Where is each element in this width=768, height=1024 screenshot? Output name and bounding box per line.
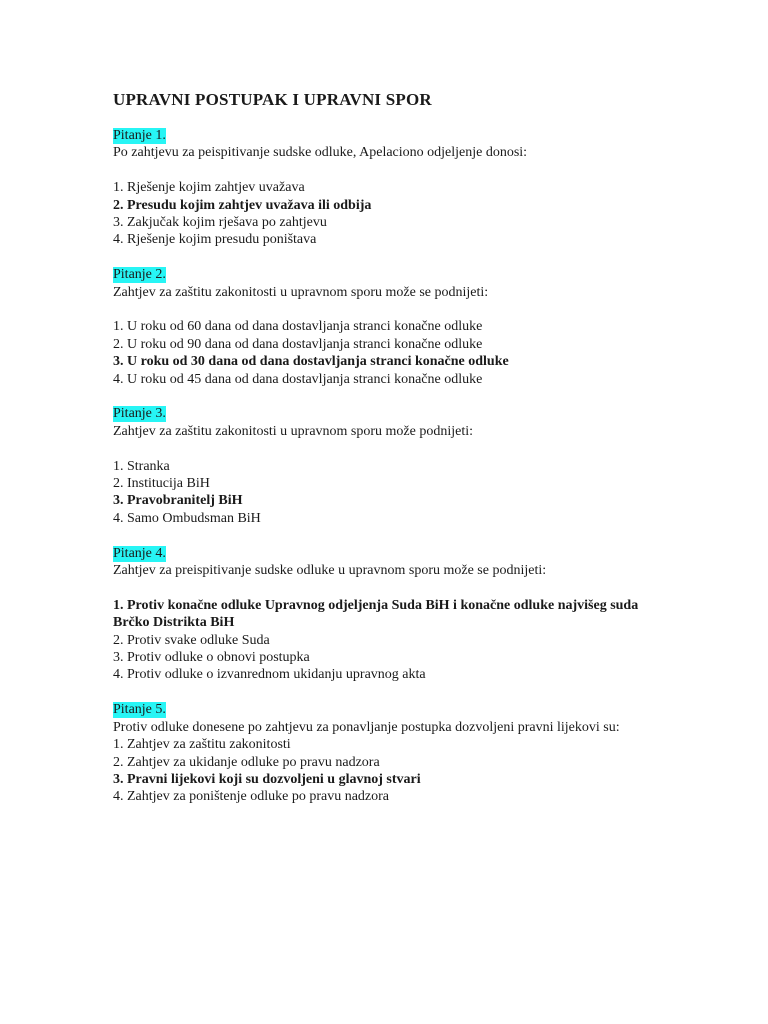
question-4 [113,545,658,684]
answer-option: 2. Zahtjev za ukidanje odluke po pravu nadzora [113,754,380,770]
question-5 [113,701,658,805]
answer-option: 2. Institucija BiH [113,476,210,492]
answer-option: 3. Zakjučak kojim rješava po zahtjevu [113,215,327,231]
question-label: Pitanje 1. [113,128,166,143]
question-label: Pitanje 4. [113,545,166,561]
answer-option: 3. Protiv odluke o obnovi postupka [113,650,310,666]
question-label: Pitanje 5. [113,702,166,718]
answer-option: 4. Rješenje kojim presudu poništava [113,232,317,248]
answer-option: 1. Rješenje kojim zahtjev uvažava [113,180,305,196]
answer-list [113,179,658,249]
answer-option: 4. Protiv odluke o izvanrednom ukidanju upravnog akta [113,667,426,683]
document-title: UPRAVNI POSTUPAK I UPRAVNI SPOR [113,90,432,109]
answer-list [113,597,658,684]
answer-option-correct: 3. Pravni lijekovi koji su dozvoljeni u glavnoj stvari [113,771,421,787]
question-label: Pitanje 2. [113,267,166,283]
answer-option: 4. U roku od 45 dana od dana dostavljanja stranci konačne odluke [113,371,483,387]
question-text: Zahtjev za zaštitu zakonitosti u upravnom sporu može se podnijeti: [113,284,489,300]
answer-option: 4. Samo Ombudsman BiH [113,510,261,526]
answer-option-correct: 3. U roku od 30 dana od dana dostavljanja stranci konačne odluke [113,354,509,370]
answer-option: 4. Zahtjev za poništenje odluke po pravu nadzora [113,789,390,805]
answer-list [113,458,658,528]
answer-option-correct: 3. Pravobranitelj BiH [113,493,243,509]
answer-option-correct: 1. Protiv konačne odluke Upravnog odjeljenja Suda BiH i konačne odluke najvišeg suda Brčko Distrikta BiH [113,597,639,631]
answer-option: 2. Protiv svake odluke Suda [113,632,270,648]
answer-list [113,318,658,388]
question-3 [113,405,658,527]
answer-list [113,736,658,806]
answer-option-correct: 2. Presudu kojim zahtjev uvažava ili odbija [113,197,372,213]
answer-option: 1. Stranka [113,458,170,474]
question-list [113,127,658,823]
question-text: Zahtjev za preispitivanje sudske odluke u upravnom sporu može se podnijeti: [113,563,547,579]
question-text: Po zahtjevu za peispitivanje sudske odluke, Apelaciono odjeljenje donosi: [113,145,528,161]
question-2 [113,266,658,388]
question-label: Pitanje 3. [113,406,166,422]
question-text: Zahtjev za zaštitu zakonitosti u upravnom sporu može podnijeti: [113,423,474,439]
answer-option: 1. U roku od 60 dana od dana dostavljanja stranci konačne odluke [113,319,483,335]
answer-option: 2. U roku od 90 dana od dana dostavljanja stranci konačne odluke [113,336,483,352]
question-1 [113,127,658,249]
answer-option: 1. Zahtjev za zaštitu zakonitosti [113,737,291,753]
question-text: Protiv odluke donesene po zahtjevu za ponavljanje postupka dozvoljeni pravni lijekovi su: [113,719,620,735]
